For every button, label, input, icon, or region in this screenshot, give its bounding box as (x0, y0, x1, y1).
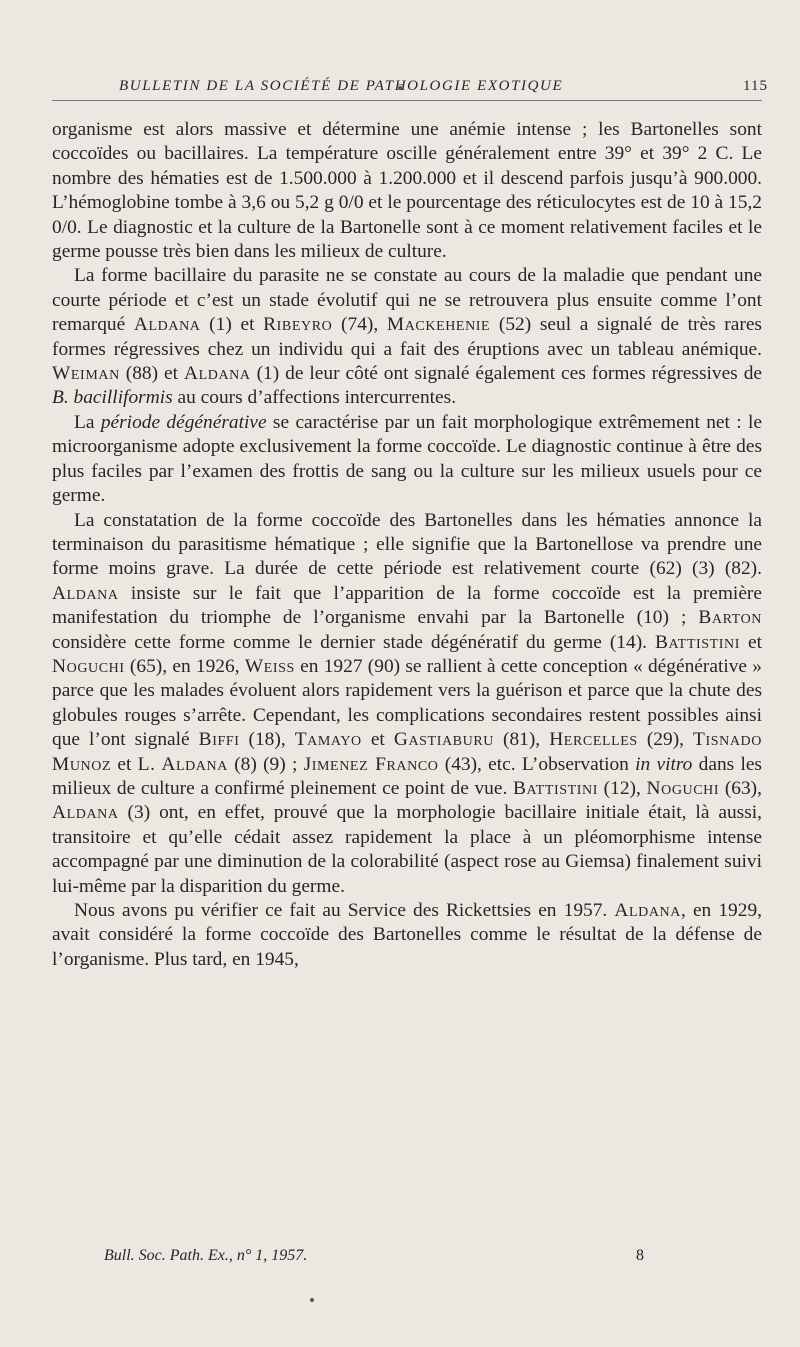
text-run: (63), (719, 777, 762, 799)
journal-title: BULLETIN DE LA SOCIÉTÉ DE PATHOLOGIE EXOTIQUE (119, 78, 564, 94)
text-run: (81), (493, 729, 550, 751)
author-name: Battistini (512, 777, 599, 799)
author-name: Gastiaburu (393, 729, 494, 751)
paragraph (52, 264, 762, 410)
author-name: Weiss (244, 655, 295, 677)
author-name: L. Aldana (137, 753, 228, 775)
body-text (52, 118, 762, 972)
text-run: en 1927 (90) se rallient à cette conception « dégénérative » parce que les malades évoluent alors rapidement vers la guérison et parce que la chute des globules rouges s’arrête. Cependant, les complications secondaires restent possibles ainsi que l’ont signalé (52, 655, 762, 751)
author-name: Biffi (198, 729, 240, 751)
footer (104, 1247, 644, 1269)
text-run: (1) de leur côté ont signalé également ces formes régressives de (250, 363, 762, 385)
text-run: Nous avons pu vérifier ce fait au Service des Rickettsies en 1957. (74, 900, 615, 921)
italic-term: période dégénérative (100, 411, 267, 433)
paragraph (52, 411, 762, 509)
author-name: Ribeyro (263, 314, 333, 336)
page-number: 115 (743, 78, 768, 94)
text-run: dans les milieux de culture a confirmé pleinement ce point de vue. (52, 753, 762, 799)
text-run: et (740, 631, 762, 653)
author-name: Noguchi (52, 655, 125, 677)
text-run: , en 1929, avait considéré la forme coccoïde des Bartonelles comme le résultat de la défense de l’organisme. Plus tard, en 1945, (52, 900, 762, 970)
bottom-ink-dot (310, 1298, 314, 1302)
author-name: Mackehenie (386, 314, 491, 336)
text-run: (8) (9) ; (227, 753, 304, 775)
text-run: se caractérise par un fait morphologique extrêmement net : le microorganisme adopte exclusivement la forme coccoïde. Le diagnostic continue à être des plus faciles par l’examen des frottis de sang ou la culture sur les milieux usuels pour ce germe. (52, 411, 762, 507)
text-run: insiste sur le fait que l’apparition de la forme coccoïde est la première manifestation du triomphe de l’organisme envahi par la Bartonelle (10) ; (52, 582, 762, 629)
text-run: (1) et (200, 314, 264, 336)
author-name: Aldana (614, 900, 681, 921)
signature-mark: 8 (636, 1247, 644, 1264)
text-run: et (111, 753, 138, 775)
author-name: Tamayo (294, 729, 362, 751)
text-run: (88) et (119, 363, 184, 385)
paragraph (52, 118, 762, 264)
text-run: (74), (332, 314, 387, 336)
italic-term: B. bacilliformis (52, 387, 173, 409)
author-name: Aldana (52, 582, 119, 604)
paragraph (52, 509, 762, 900)
author-name: Barton (698, 607, 762, 629)
author-name: Tisnado Munoz (52, 729, 762, 775)
author-name: Noguchi (646, 777, 720, 799)
italic-term: in vitro (635, 753, 693, 775)
author-name: Aldana (133, 314, 201, 336)
text-run: (65), en 1926, (124, 655, 245, 677)
text-run: organisme est alors massive et détermine une anémie intense ; les Bartonelles sont coccoïdes ou bacillaires. La température oscille généralement entre 39° et 39° 2 C. Le nombre des hématies est de 1.500.000 à 1.200.000 et il descend parfois jusqu’à 900.000. L’hémoglobine tombe à 3,6 ou 5,2 g 0/0 et le pourcentage des réticulocytes est de 10 à 15,2 0/0. Le diagnostic et la culture de la Bartonelle sont à ce moment relativement faciles et le germe pousse très bien dans les milieux de culture. (52, 119, 762, 263)
text-run: (3) ont, en effet, prouvé que la morphologie bacillaire initiale était, là aussi, transitoire et qu’elle cédait assez rapidement la place à un pléomorphisme intense accompagné par une diminution de la colorabilité (aspect rose au Giemsa) finalement suivi lui-même par la disparition du germe. (52, 802, 762, 897)
text-run: (18), (239, 729, 295, 751)
author-name: Aldana (52, 802, 119, 824)
author-name: Weiman (52, 363, 120, 385)
text-run: considère cette forme comme le dernier stade dégénératif du germe (14). (52, 631, 655, 653)
paragraph (52, 899, 762, 972)
author-name: Battistini (654, 631, 741, 653)
author-name: Aldana (184, 363, 251, 385)
author-name: Hercelles (549, 729, 638, 751)
text-run: (29), (637, 729, 694, 751)
text-run: (12), (598, 777, 647, 799)
text-run: (52) seul a signalé de très rares formes régressives chez un individu qui a fait des éruptions avec un tableau anémique. (52, 314, 762, 360)
text-run: au cours d’affections intercurrentes. (172, 387, 457, 409)
text-run: La (74, 411, 101, 433)
text-run: et (361, 729, 394, 751)
running-head (52, 78, 768, 101)
text-run: La forme bacillaire du parasite ne se constate au cours de la maladie que pendant une courte période et c’est un stade évolutif qui ne se retrouvera plus ensuite comme l’ont remarqué (52, 265, 762, 336)
footer-citation: Bull. Soc. Path. Ex., n° 1, 1957. (104, 1247, 308, 1264)
text-run: La constatation de la forme coccoïde des Bartonelles dans les hématies annonce la terminaison du parasitisme hématique ; elle signifie que la Bartonellose va prendre une forme moins grave. La durée de cette période est relativement courte (62) (3) (82). (52, 509, 762, 580)
text-run: (43), etc. L’observation (438, 753, 636, 775)
author-name: Jimenez Franco (303, 753, 439, 775)
